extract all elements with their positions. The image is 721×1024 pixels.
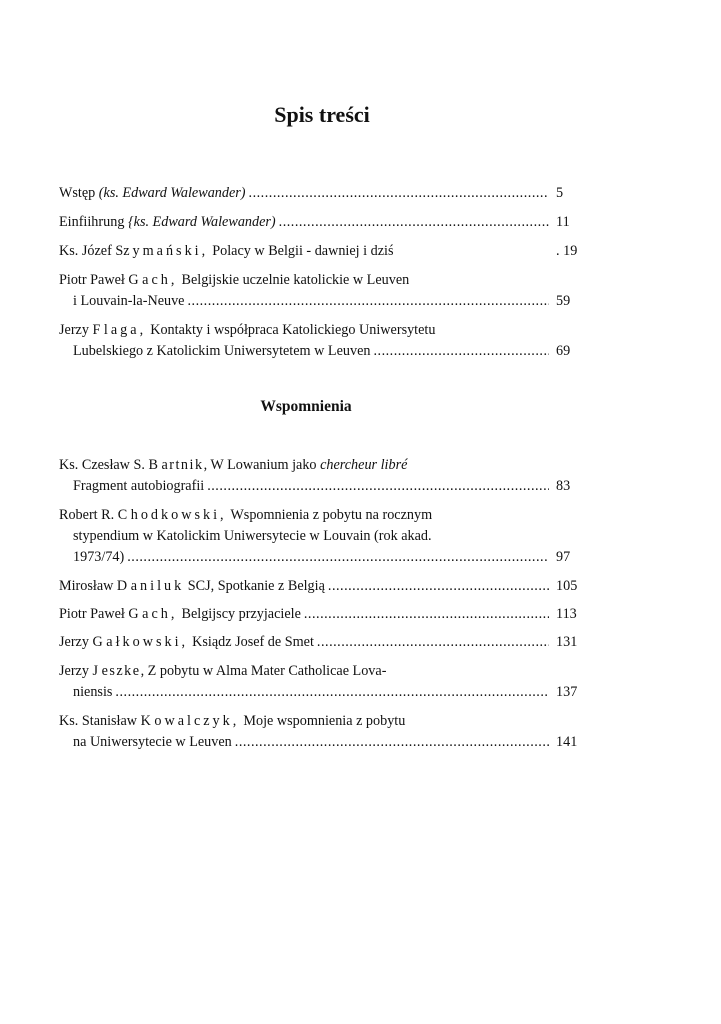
toc-entry-jeszke (59, 661, 580, 703)
leader-dots (127, 547, 549, 568)
entry-author: Mirosław D (59, 578, 128, 594)
leader-dots (207, 476, 549, 497)
entry-author-spaced: zymański (123, 243, 202, 259)
entry-title-cont: stypendium w Katolickim Uniwersytecie w Louvain (rok akad. (73, 528, 432, 544)
entry-author: (ks. Edward Walewander) (98, 185, 246, 201)
entry-author: Jerzy F (59, 322, 101, 338)
entry-title-cont: Lubelskiego z Katolickim Uniwersytetem w Leuven (73, 343, 371, 359)
page-number: 131 (556, 634, 578, 650)
entry-title-cont: 1973/74) (73, 549, 125, 565)
page-number: 11 (556, 214, 570, 230)
entry-title-cont: i Louvain-la-Neuve (73, 293, 185, 309)
page-number: 69 (556, 343, 571, 359)
page-title: Spis treści (274, 102, 370, 127)
toc-entry-flaga: Jerzy F laga, Kontakty i współpraca Katolickiego Uniwersytetu Lubelskiego z Katolickim Uniwersytetem w Leuven ..... 69 (59, 320, 580, 362)
entry-author: Jerzy J (59, 663, 99, 679)
entry-title: , Z pobytu w Alma Mater Catholicae Lova- (140, 663, 387, 679)
entry-author: Ks. Józef S (59, 243, 124, 259)
entry-author-spaced: eszke (101, 663, 141, 679)
toc-entry-szymanski: Ks. Józef Szymański, Polacy w Belgii - dawniej i dziś . 19 (59, 241, 580, 262)
page-number: 97 (556, 549, 571, 565)
entry-author: Robert R. C (59, 507, 128, 523)
toc-entry-daniluk (59, 576, 580, 597)
leader-dots (304, 604, 549, 625)
section-title-memoirs: Wspomnienia (260, 398, 352, 415)
page-number: 137 (556, 684, 578, 700)
entry-author: Jerzy G (59, 634, 103, 650)
leader-dots (317, 632, 549, 653)
entry-author-spaced: owalczyk (154, 713, 233, 729)
entry-title-italic: chercheur libré (320, 457, 408, 473)
toc-entry-chodkowski: Robert R. C hodkowski, Wspomnienia z pobytu na rocznym stypendium w Katolickim Uniwersytecie w Louvain (rok akad. 1973/74) ..... 97 (59, 505, 580, 568)
entry-author: Ks. Czesław S. B (59, 457, 158, 473)
entry-author: Piotr Paweł G (59, 272, 139, 288)
leader-dots (187, 291, 549, 312)
leader-dots (279, 212, 549, 233)
entry-author: Ks. Stanisław K (59, 713, 151, 729)
entry-title: Belgijskie uczelnie katolickie w Leuven (181, 272, 410, 288)
entry-author-spaced: ałkowski (106, 634, 182, 650)
entry-title: Wstęp (59, 185, 96, 201)
toc-entry-introduction (59, 183, 580, 204)
entry-title: SCJ, Spotkanie z Belgią (187, 578, 325, 594)
entry-author-spaced: ach (142, 606, 171, 622)
toc-entry-galkowski: Jerzy G ałkowski, Ksiądz Josef de Smet ..... 131 (59, 632, 580, 653)
entry-author-spaced: ach (142, 272, 171, 288)
entry-author: {ks. Edward Walewander) (127, 214, 276, 230)
page-number: . 19 (556, 243, 578, 259)
page-number: 83 (556, 478, 571, 494)
entry-title: Wspomnienia z pobytu na rocznym (230, 507, 433, 523)
toc-entry-bartnik (59, 455, 580, 497)
entry-title-cont: niensis (73, 684, 113, 700)
toc-entry-gach-1: Piotr Paweł G ach, Belgijskie uczelnie katolickie w Leuven i Louvain-la-Neuve ..... 59 (59, 270, 580, 312)
entry-title: Moje wspomnienia z pobytu (243, 713, 406, 729)
entry-author-spaced: aniluk (130, 578, 185, 594)
entry-author-spaced: hodkowski (130, 507, 221, 523)
page-number: 105 (556, 578, 578, 594)
entry-title: Polacy w Belgii - dawniej i dziś (212, 243, 394, 259)
entry-title-cont: Fragment autobiografii (73, 478, 205, 494)
entry-author: Piotr Paweł G (59, 606, 139, 622)
page-number: 141 (556, 734, 578, 750)
leader-dots (328, 576, 549, 597)
entry-title: Belgijscy przyjaciele (181, 606, 301, 622)
leader-dots (115, 682, 549, 703)
page-number: 59 (556, 293, 571, 309)
entry-title: Ksiądz Josef de Smet (192, 634, 314, 650)
entry-title: , W Lowanium jako (203, 457, 321, 473)
toc-entry-gach-2: Piotr Paweł G ach, Belgijscy przyjaciele ..... 113 (59, 604, 580, 625)
leader-dots (235, 732, 549, 753)
leader-dots (249, 183, 549, 204)
leader-dots (373, 341, 549, 362)
entry-author-spaced: artnik (161, 457, 204, 473)
entry-title: Einfiihrung (59, 214, 125, 230)
toc-entry-einfuhrung (59, 212, 580, 233)
entry-title-cont: na Uniwersytecie w Leuven (73, 734, 232, 750)
page-number: 113 (556, 606, 577, 622)
toc-entry-kowalczyk: Ks. Stanisław K owalczyk, Moje wspomnienia z pobytu na Uniwersytecie w Leuven ..... 141 (59, 711, 580, 753)
entry-title: Kontakty i współpraca Katolickiego Uniwersytetu (150, 322, 436, 338)
page-number: 5 (556, 185, 564, 201)
entry-author-spaced: laga (103, 322, 140, 338)
